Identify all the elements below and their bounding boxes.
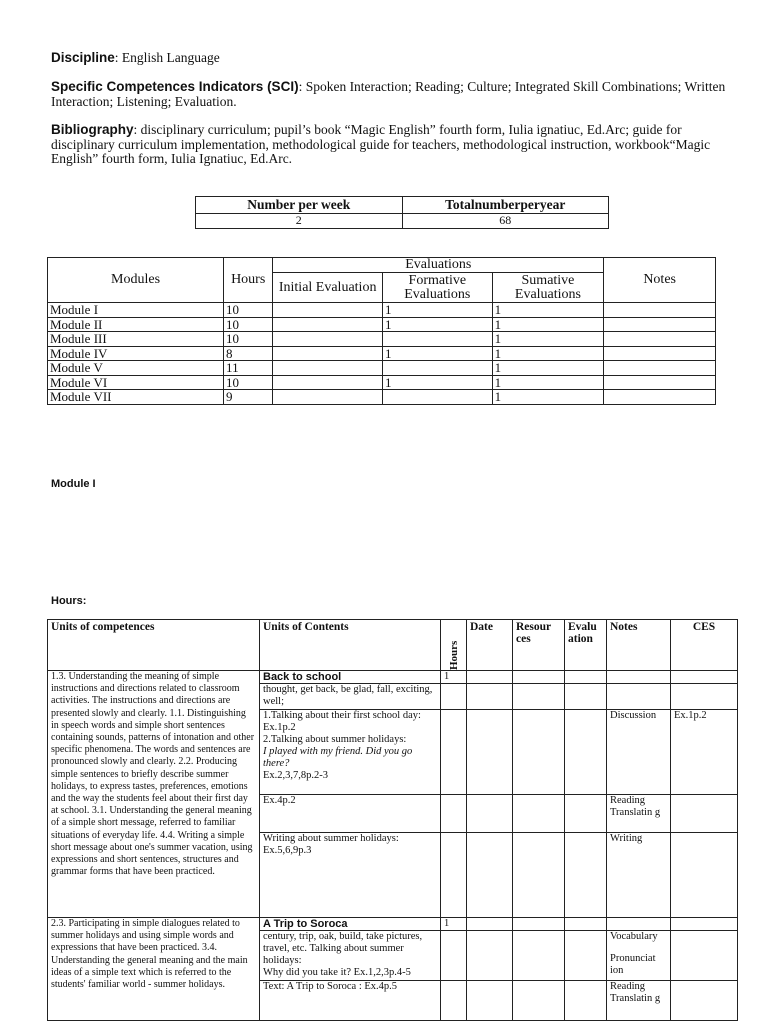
eval-cell-module: Module I (48, 303, 224, 318)
eval-cell-sumative: 1 (492, 317, 604, 332)
notes-header: Notes (604, 258, 716, 303)
eval-cell-formative: 1 (382, 303, 492, 318)
speaking-content-1a: 1.Talking about their first school day: (263, 710, 421, 721)
notes-reading-2: Reading Translatin g (607, 981, 671, 1021)
total-per-year-value: 68 (402, 214, 609, 229)
eval-row (48, 346, 716, 361)
eval-cell-formative (382, 361, 492, 376)
date-header: Date (467, 620, 513, 671)
eval-cell-formative (382, 332, 492, 347)
sci-paragraph (51, 80, 731, 109)
speaking-content-1d: I played with my friend. Did you go there? (263, 746, 413, 769)
competences-cell-2: 2.3. Participating in simple dialogues related to summer holidays and using simple words and expressions that have been practiced. 3.4. Understanding the general meaning and the main ideas of a simple text which is referred to the students' familiar world - summer holidays. (48, 918, 260, 1021)
notes-reading-1: Reading Translatin g (607, 795, 671, 833)
notes-pronunciation: Pronunciat ion (610, 953, 656, 976)
unit-hours-2: 1 (441, 918, 467, 931)
speaking-content-1b: Ex.1p.2 (263, 722, 296, 733)
eval-cell-hours: 9 (224, 390, 273, 405)
vocabulary-content-1: thought, get back, be glad, fall, exciting, well; (260, 684, 441, 710)
evaluation-header: Evalu ation (565, 620, 607, 671)
eval-cell-formative (382, 390, 492, 405)
eval-cell-initial (273, 317, 383, 332)
eval-cell-notes (604, 346, 716, 361)
unit-title-trip-to-soroca: A Trip to Soroca (260, 918, 441, 931)
units-table (47, 619, 738, 1021)
eval-row (48, 375, 716, 390)
eval-row (48, 361, 716, 376)
hours-per-week-table (195, 196, 609, 229)
eval-cell-notes (604, 303, 716, 318)
eval-cell-notes (604, 332, 716, 347)
eval-cell-initial (273, 303, 383, 318)
eval-cell-formative: 1 (382, 317, 492, 332)
eval-cell-sumative: 1 (492, 390, 604, 405)
bibliography-paragraph (51, 123, 731, 167)
initial-evaluation-header: Initial Evaluation (273, 273, 383, 303)
ces-header: CES (671, 620, 738, 671)
sci-label: Specific Competences Indicators (SCI) (51, 79, 299, 94)
resources-header: Resour ces (513, 620, 565, 671)
eval-cell-module: Module III (48, 332, 224, 347)
eval-cell-hours: 8 (224, 346, 273, 361)
units-of-competences-header: Units of competences (48, 620, 260, 671)
eval-cell-notes (604, 375, 716, 390)
hours-column-header (441, 620, 467, 671)
eval-row (48, 303, 716, 318)
unit-hours-1: 1 (441, 671, 467, 684)
writing-content-1a: Writing about summer holidays: (263, 833, 399, 844)
formative-evaluations-header: Formative Evaluations (382, 273, 492, 303)
notes-vocabulary: Vocabulary (610, 931, 658, 942)
eval-cell-sumative: 1 (492, 332, 604, 347)
competences-cell-1: 1.3. Understanding the meaning of simple instructions and directions related to classroom activities. The instructions and directions are presented slowly and clearly. 1.1. Distinguishing in speech words and simple short sentences containing sounds, patterns of intonation and other specific phenomena. The words and sentences are pronounced slowly and clearly. 2.2. Producing simple sentences to briefly describe summer holidays, to express tastes, preferences, emotions and the way the students feel about their first day at school. 3.1. Understanding the general meaning of a simple short message, referred to familiar situations of everyday life. 4.4. Writing a simple short message about one's summer vacation, using expressions and short sentences, structures and grammar forms that have been practiced. (48, 671, 260, 918)
eval-cell-notes (604, 361, 716, 376)
discipline-label: Discipline (51, 50, 115, 65)
notes-vocabulary-2 (607, 931, 671, 981)
notes-writing-1: Writing (607, 833, 671, 918)
eval-cell-initial (273, 332, 383, 347)
evaluations-header: Evaluations (273, 258, 604, 273)
writing-content-1 (260, 833, 441, 918)
eval-cell-hours: 10 (224, 303, 273, 318)
eval-cell-hours: 11 (224, 361, 273, 376)
bibliography-label: Bibliography (51, 122, 134, 137)
eval-cell-hours: 10 (224, 332, 273, 347)
sci-value: : Spoken Interaction; Reading; Culture; Integrated Skill Combinations; Written Interaction; Listening; Evaluation. (51, 79, 726, 109)
eval-cell-sumative: 1 (492, 303, 604, 318)
total-per-year-header: Totalnumberperyear (402, 197, 609, 214)
vocabulary-content-2 (260, 931, 441, 981)
eval-row (48, 317, 716, 332)
eval-row (48, 332, 716, 347)
eval-cell-sumative: 1 (492, 361, 604, 376)
hours-label: Hours: (51, 595, 87, 607)
eval-cell-module: Module V (48, 361, 224, 376)
eval-row (48, 390, 716, 405)
discipline-line (51, 51, 731, 66)
eval-cell-module: Module VI (48, 375, 224, 390)
bibliography-value: : disciplinary curriculum; pupil’s book “Magic English” fourth form, Iulia ignatiuc, Ed.Arc; guide for disciplinary curriculum implementation, methodological guide for teachers, methodological instruction, workbook“Magic English” fourth form, Iulia Ignatiuc, Ed.Arc. (51, 122, 711, 166)
modules-header: Modules (48, 258, 224, 303)
unit-title-back-to-school: Back to school (260, 671, 441, 684)
reading-content-1: Ex.4p.2 (260, 795, 441, 833)
eval-cell-formative: 1 (382, 346, 492, 361)
reading-content-2: Text: A Trip to Soroca : Ex.4p.5 (260, 981, 441, 1021)
eval-cell-initial (273, 375, 383, 390)
notes-column-header: Notes (607, 620, 671, 671)
eval-cell-initial (273, 390, 383, 405)
eval-cell-initial (273, 346, 383, 361)
eval-cell-notes (604, 317, 716, 332)
hours-vertical-label: Hours (447, 640, 460, 670)
speaking-content-1c: 2.Talking about summer holidays: (263, 734, 407, 745)
speaking-content-1 (260, 710, 441, 795)
sumative-evaluations-header: Sumative Evaluations (492, 273, 604, 303)
eval-table-body (48, 303, 716, 405)
notes-discussion: Discussion (607, 710, 671, 795)
eval-cell-formative: 1 (382, 375, 492, 390)
eval-cell-sumative: 1 (492, 346, 604, 361)
eval-cell-notes (604, 390, 716, 405)
discipline-value: : English Language (114, 50, 220, 65)
number-per-week-value: 2 (196, 214, 403, 229)
hours-header: Hours (224, 258, 273, 303)
modules-evaluation-table (47, 257, 716, 405)
eval-cell-module: Module IV (48, 346, 224, 361)
eval-cell-module: Module VII (48, 390, 224, 405)
vocabulary-content-2b: Why did you take it? Ex.1,2,3p.4-5 (263, 967, 411, 978)
eval-cell-hours: 10 (224, 375, 273, 390)
writing-content-1b: Ex.5,6,9p.3 (263, 845, 312, 856)
number-per-week-header: Number per week (196, 197, 403, 214)
eval-cell-initial (273, 361, 383, 376)
speaking-content-1e: Ex.2,3,7,8p.2-3 (263, 770, 329, 781)
eval-cell-sumative: 1 (492, 375, 604, 390)
eval-cell-hours: 10 (224, 317, 273, 332)
eval-cell-module: Module II (48, 317, 224, 332)
vocabulary-content-2a: century, trip, oak, build, take pictures, travel, etc. Talking about summer holidays: (263, 931, 423, 966)
units-of-contents-header: Units of Contents (260, 620, 441, 671)
module-label: Module I (51, 478, 96, 490)
ces-exercise: Ex.1p.2 (671, 710, 738, 795)
